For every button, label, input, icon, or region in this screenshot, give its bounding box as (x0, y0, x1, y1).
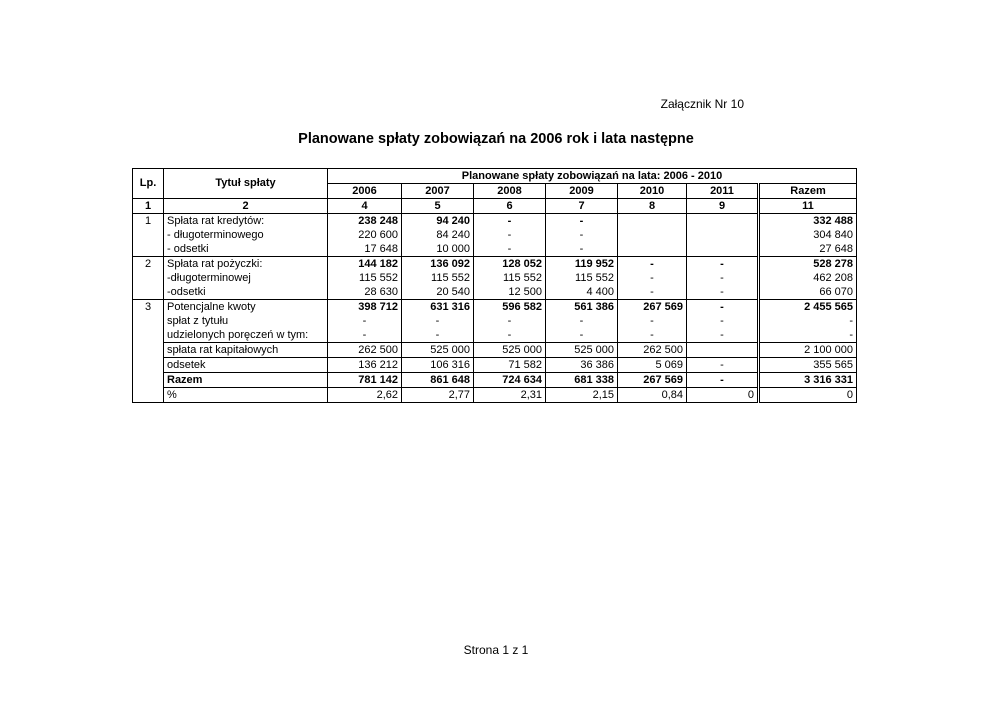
row-label: -odsetki (164, 285, 328, 300)
row-label: Potencjalne kwoty (164, 300, 328, 315)
row-value: - (402, 314, 474, 328)
row-value: 10 000 (402, 242, 474, 257)
row-value: 561 386 (546, 300, 618, 315)
row-label: udzielonych poręczeń w tym: (164, 328, 328, 343)
row-value: 238 248 (328, 214, 402, 229)
row-value: 262 500 (618, 343, 687, 358)
row-value: 724 634 (474, 373, 546, 388)
repayment-table (132, 168, 857, 403)
row-value: 17 648 (328, 242, 402, 257)
col-number: 5 (402, 199, 474, 214)
row-lp (133, 228, 164, 242)
row-value: - (474, 314, 546, 328)
row-value (618, 228, 687, 242)
row-value: 28 630 (328, 285, 402, 300)
col-number: 4 (328, 199, 402, 214)
row-value: - (474, 214, 546, 229)
header-year: 2008 (474, 184, 546, 199)
row-total: 66 070 (759, 285, 857, 300)
row-value: 36 386 (546, 358, 618, 373)
row-value: - (402, 328, 474, 343)
row-value: 84 240 (402, 228, 474, 242)
row-value (687, 228, 759, 242)
row-total: 3 316 331 (759, 373, 857, 388)
header-group: Planowane spłaty zobowiązań na lata: 2006 - 2010 (328, 169, 857, 184)
table-row (133, 228, 857, 242)
row-total: 528 278 (759, 257, 857, 272)
row-value: 267 569 (618, 373, 687, 388)
row-value: - (687, 358, 759, 373)
row-lp: 3 (133, 300, 164, 315)
row-total: - (759, 328, 857, 343)
row-value (618, 214, 687, 229)
row-lp: 2 (133, 257, 164, 272)
row-lp (133, 285, 164, 300)
row-value: - (687, 314, 759, 328)
row-value (618, 242, 687, 257)
row-value: - (687, 271, 759, 285)
header-total: Razem (759, 184, 857, 199)
row-value: - (546, 228, 618, 242)
col-number: 8 (618, 199, 687, 214)
row-value: 106 316 (402, 358, 474, 373)
row-label: - długoterminowego (164, 228, 328, 242)
row-value: 525 000 (546, 343, 618, 358)
page-title: Planowane spłaty zobowiązań na 2006 rok i lata następne (298, 131, 694, 147)
row-lp (133, 271, 164, 285)
row-value: - (618, 328, 687, 343)
row-value: 115 552 (328, 271, 402, 285)
row-value: 136 092 (402, 257, 474, 272)
row-value: 681 338 (546, 373, 618, 388)
row-value: 0,84 (618, 388, 687, 403)
row-lp (133, 388, 164, 403)
row-total: 27 648 (759, 242, 857, 257)
table-row (133, 314, 857, 328)
row-total: 2 100 000 (759, 343, 857, 358)
row-label: spłata rat kapitałowych (164, 343, 328, 358)
row-value: - (474, 242, 546, 257)
row-label: spłat z tytułu (164, 314, 328, 328)
row-value: 596 582 (474, 300, 546, 315)
row-total: 304 840 (759, 228, 857, 242)
col-number: 6 (474, 199, 546, 214)
table-row (133, 285, 857, 300)
row-label: Spłata rat kredytów: (164, 214, 328, 229)
row-value: 2,31 (474, 388, 546, 403)
row-value: - (546, 314, 618, 328)
row-label: % (164, 388, 328, 403)
row-value: 115 552 (546, 271, 618, 285)
table-row (133, 328, 857, 343)
row-lp (133, 343, 164, 358)
row-total: 462 208 (759, 271, 857, 285)
row-value: - (328, 328, 402, 343)
row-label: Razem (164, 373, 328, 388)
table-row (133, 214, 857, 229)
table-row (133, 358, 857, 373)
row-label: Spłata rat pożyczki: (164, 257, 328, 272)
row-value: - (546, 214, 618, 229)
row-lp (133, 314, 164, 328)
row-label: - odsetki (164, 242, 328, 257)
row-value: 398 712 (328, 300, 402, 315)
table-row (133, 388, 857, 403)
row-value: - (328, 314, 402, 328)
table-row (133, 242, 857, 257)
row-value: 115 552 (474, 271, 546, 285)
row-value (687, 214, 759, 229)
table-row (133, 257, 857, 272)
row-value: - (474, 328, 546, 343)
page-footer: Strona 1 z 1 (463, 643, 529, 657)
table-row (133, 271, 857, 285)
row-value (687, 343, 759, 358)
row-lp: 1 (133, 214, 164, 229)
row-value: - (618, 257, 687, 272)
row-value: 0 (687, 388, 759, 403)
row-value: 119 952 (546, 257, 618, 272)
row-value: 20 540 (402, 285, 474, 300)
row-value: - (687, 257, 759, 272)
row-value (687, 242, 759, 257)
row-lp (133, 328, 164, 343)
row-lp (133, 242, 164, 257)
table-row (133, 300, 857, 315)
row-value: 5 069 (618, 358, 687, 373)
row-label: -długoterminowej (164, 271, 328, 285)
row-value: 262 500 (328, 343, 402, 358)
row-total: 0 (759, 388, 857, 403)
row-value: - (546, 328, 618, 343)
row-lp (133, 358, 164, 373)
row-value: - (618, 271, 687, 285)
col-number: 7 (546, 199, 618, 214)
row-value: 631 316 (402, 300, 474, 315)
row-total: 355 565 (759, 358, 857, 373)
row-lp (133, 373, 164, 388)
row-value: 220 600 (328, 228, 402, 242)
header-title: Tytuł spłaty (164, 169, 328, 199)
row-value: - (687, 300, 759, 315)
row-value: 2,62 (328, 388, 402, 403)
table-row (133, 373, 857, 388)
row-total: - (759, 314, 857, 328)
header-year: 2007 (402, 184, 474, 199)
row-value: 12 500 (474, 285, 546, 300)
header-year: 2009 (546, 184, 618, 199)
row-value: 267 569 (618, 300, 687, 315)
row-value: 144 182 (328, 257, 402, 272)
row-value: - (687, 373, 759, 388)
col-number: 1 (133, 199, 164, 214)
row-value: 525 000 (474, 343, 546, 358)
row-value: 94 240 (402, 214, 474, 229)
col-number: 2 (164, 199, 328, 214)
row-value: 781 142 (328, 373, 402, 388)
annex-label: Załącznik Nr 10 (660, 97, 744, 111)
row-label: odsetek (164, 358, 328, 373)
row-value: 2,77 (402, 388, 474, 403)
col-number: 11 (759, 199, 857, 214)
row-total: 2 455 565 (759, 300, 857, 315)
row-value: - (618, 285, 687, 300)
row-value: - (687, 328, 759, 343)
row-value: - (687, 285, 759, 300)
row-total: 332 488 (759, 214, 857, 229)
header-year: 2006 (328, 184, 402, 199)
row-value: 71 582 (474, 358, 546, 373)
row-value: - (474, 228, 546, 242)
row-value: 136 212 (328, 358, 402, 373)
col-number: 9 (687, 199, 759, 214)
row-value: - (618, 314, 687, 328)
header-lp: Lp. (133, 169, 164, 199)
row-value: 2,15 (546, 388, 618, 403)
table-row (133, 343, 857, 358)
row-value: 115 552 (402, 271, 474, 285)
row-value: 128 052 (474, 257, 546, 272)
header-year: 2010 (618, 184, 687, 199)
row-value: - (546, 242, 618, 257)
row-value: 525 000 (402, 343, 474, 358)
header-year: 2011 (687, 184, 759, 199)
row-value: 861 648 (402, 373, 474, 388)
row-value: 4 400 (546, 285, 618, 300)
